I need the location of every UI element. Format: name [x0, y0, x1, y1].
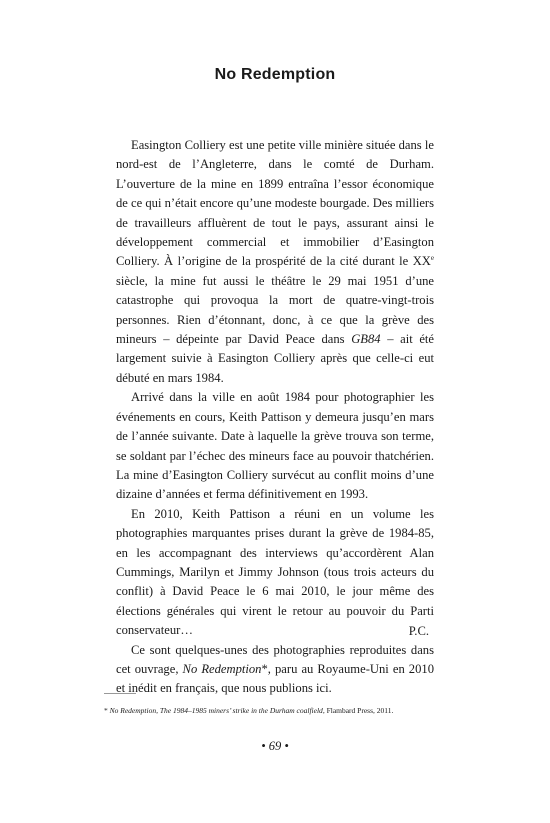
text-run: Ce sont quelques-unes des photographies reproduites dans cet ouvrage,: [116, 642, 434, 676]
signature: P.C.: [408, 624, 429, 638]
italic-text: No Redemption, The 1984–1985 miners’ strike in the Durham coalfield: [109, 706, 323, 715]
text-run: siècle, la mine fut aussi le théâtre le 29 mai 1951 d’une catastrophe qui provoqua la mort de quatre-vingt-trois personnes. Rien d’étonnant, donc, à ce que la grève des mineurs – dépeinte par David Peace dans: [116, 273, 434, 347]
text-run: Easington Colliery est une petite ville minière située dans le nord-est de l’Angleterre, dans le comté de Durham. L’ouverture de la mine en 1899 entraîna l’essor économique de ce qui n’était encore qu’une modeste bourgade. Des milliers de travailleurs affluèrent de tout le pays, assurant ainsi le développement commercial et immobilier d’Easington Colliery. À l’origine de la prospérité de la cité durant le XX: [116, 138, 434, 269]
text-run: *: [104, 706, 110, 715]
italic-text: GB84: [351, 332, 381, 347]
superscript: e: [430, 254, 434, 263]
text-run: *, paru au Royaume-Uni en 2010 et inédit en français, que nous publions ici.: [116, 661, 434, 696]
paragraph-2: [116, 388, 434, 504]
text-run: En 2010, Keith Pattison a réuni en un volume les photographies marquantes prises durant la grève de 1984-85, en les accompagnant des interviews qu’accordèrent Alan Cummings, Marilyn et Jimmy Johnson (tous trois acteurs du conflit) à David Peace le 6 mai 2010, le jour même des élections générales qui virent le retour au pouvoir du Parti conservateur…: [116, 506, 434, 638]
paragraph-4: [116, 641, 434, 699]
paragraph-3: [116, 505, 434, 641]
footnote: [104, 706, 464, 715]
footnote-rule: [104, 693, 136, 694]
page-number: • 69 •: [261, 739, 289, 753]
page-title: No Redemption: [214, 66, 336, 83]
paragraph-1: [116, 136, 434, 388]
text-run: Arrivé dans la ville en août 1984 pour photographier les événements en cours, Keith Pattison y demeura jusqu’en mars de l’année suivante. Date à laquelle la grève trouva son terme, se soldant par l’échec des mineurs face au pouvoir thatchérien. La mine d’Easington Colliery survécut au conflit moins d’une dizaine d’années et ferma définitivement en 1993.: [116, 390, 434, 502]
italic-text: No Redemption: [182, 661, 262, 676]
text-run: , Flambard Press, 2011.: [322, 706, 394, 715]
body-text: [116, 136, 434, 699]
text-run: – ait été largement suivie à Easington Colliery après que celle-ci eut débuté en mars 1984.: [116, 332, 435, 385]
